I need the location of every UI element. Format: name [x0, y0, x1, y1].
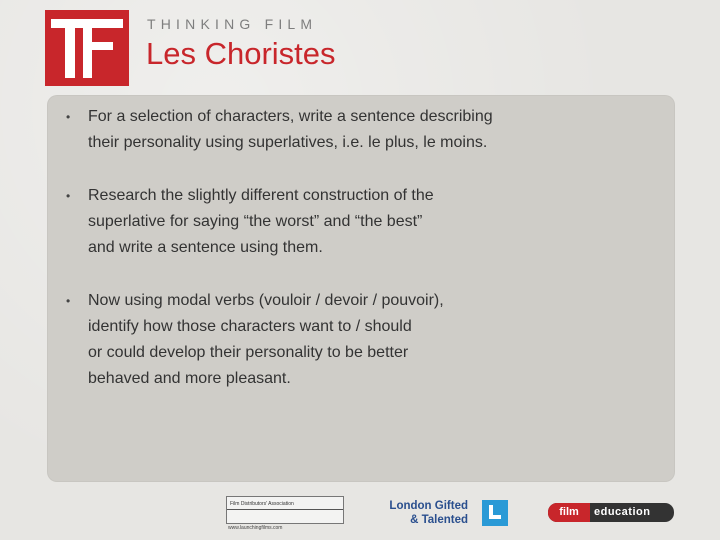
lgt-line2: & Talented [410, 514, 468, 526]
tf-logo-icon [45, 10, 129, 86]
bullet-list [66, 104, 666, 392]
fda-name: Film Distributors' Association [230, 501, 294, 507]
page-title: Les Choristes [146, 36, 336, 71]
london-gifted-talented-logo [388, 499, 468, 527]
thinking-film-logo [45, 10, 129, 86]
fe-film-label: film [548, 503, 590, 522]
fda-divider [227, 509, 343, 510]
lgt-mark-icon [482, 500, 508, 526]
bullet-text: Research the slightly different construction of the superlative for saying “the worst” and “the best” and write a sentence using them. [88, 187, 434, 256]
fe-education-label: education [594, 506, 651, 518]
list-item [66, 104, 666, 156]
bullet-marker: • [66, 189, 71, 203]
film-education-logo [548, 503, 674, 522]
list-item [66, 183, 666, 261]
bullet-text: For a selection of characters, write a sentence describing their personality using superlatives, i.e. le plus, le moins. [88, 108, 493, 151]
brand-name: THINKING FILM [147, 16, 318, 32]
bullet-text: Now using modal verbs (vouloir / devoir / pouvoir), identify how those characters want to / should or could develop their personality to be better behaved and more pleasant. [88, 292, 444, 387]
bullet-marker: • [66, 294, 71, 308]
lgt-line1: London Gifted [389, 500, 468, 512]
list-item [66, 288, 666, 392]
bullet-marker: • [66, 110, 71, 124]
fda-logo [226, 496, 344, 524]
fda-url: www.launchingfilms.com [228, 525, 283, 531]
